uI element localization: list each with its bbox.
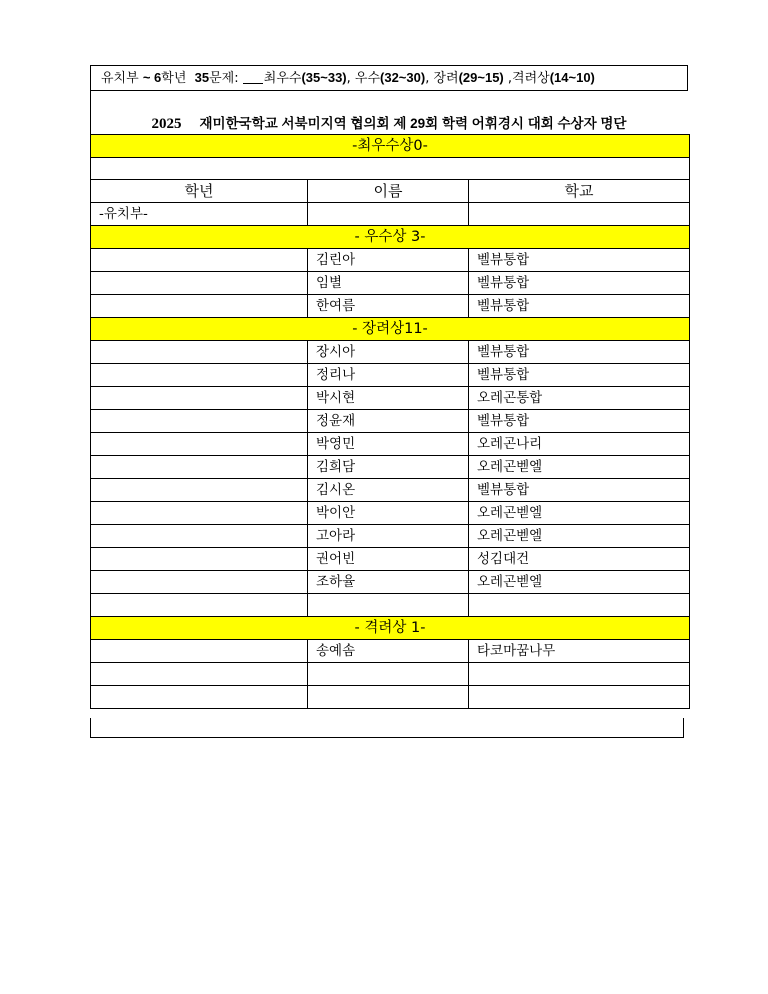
table-row (91, 456, 690, 479)
table-row (91, 686, 690, 709)
school-name: 벨뷰통합 (469, 272, 690, 295)
student-name: 장시아 (308, 341, 469, 364)
table-row (91, 272, 690, 295)
table-row (91, 525, 690, 548)
table-row (91, 364, 690, 387)
grade-cell (91, 272, 308, 295)
school-name: 오레곤벧엘 (469, 525, 690, 548)
school-name: 오레곤벧엘 (469, 502, 690, 525)
school-name: 벨뷰통합 (469, 479, 690, 502)
student-name: 김희담 (308, 456, 469, 479)
student-name: 김린아 (308, 249, 469, 272)
grade-cell (91, 433, 308, 456)
section-cheer: - 격려상 1- (91, 617, 690, 640)
name-cell (308, 686, 469, 709)
footer-row (90, 718, 684, 738)
grade-cell (91, 364, 308, 387)
table-row (91, 249, 690, 272)
name-cell (308, 203, 469, 226)
grade-cell (91, 502, 308, 525)
grade-cell (91, 249, 308, 272)
title-year: 2025 (151, 116, 182, 132)
grade-range-label: 유치부 (101, 71, 139, 86)
grade-group: -유치부- (91, 203, 308, 226)
grade-cell (91, 456, 308, 479)
school-name: 타코마꿈나무 (469, 640, 690, 663)
criteria-box: 유치부 ~ 6학년 35문제: 최우수(35~33), 우수(32~30), 장려(29~15) ,격려상(14~10) (90, 65, 688, 91)
school-name: 오레곤벧엘 (469, 456, 690, 479)
school-name: 벨뷰통합 (469, 249, 690, 272)
problem-count: 35 (194, 70, 210, 85)
table-row (91, 341, 690, 364)
section-header-row (91, 135, 690, 158)
table-row (91, 502, 690, 525)
section-header-row (91, 318, 690, 341)
student-name: 박시현 (308, 387, 469, 410)
grade-cell (91, 295, 308, 318)
student-name: 김시온 (308, 479, 469, 502)
criteria-grand: 최우수(35~33) (263, 70, 347, 86)
grade-cell (91, 571, 308, 594)
section-encouragement: - 장려상11- (91, 318, 690, 341)
school-name: 오레곤나리 (469, 433, 690, 456)
col-name: 이름 (308, 180, 469, 203)
col-school: 학교 (469, 180, 690, 203)
blank-underline (243, 69, 263, 84)
grade-cell (91, 410, 308, 433)
blank-cell (91, 158, 690, 180)
section-excellence: - 우수상 3- (91, 226, 690, 249)
student-name: 임별 (308, 272, 469, 295)
grade-cell (91, 341, 308, 364)
table-row (91, 410, 690, 433)
grade-cell (91, 594, 308, 617)
student-name: 고아라 (308, 525, 469, 548)
school-name: 오레곤통합 (469, 387, 690, 410)
student-name: 조하율 (308, 571, 469, 594)
table-row (91, 479, 690, 502)
grade-range: ~ 6 (142, 70, 162, 85)
student-name: 송예솜 (308, 640, 469, 663)
school-name: 벨뷰통합 (469, 341, 690, 364)
table-row (91, 203, 690, 226)
student-name: 박이안 (308, 502, 469, 525)
student-name: 권어빈 (308, 548, 469, 571)
grade-cell (91, 686, 308, 709)
student-name: 정윤재 (308, 410, 469, 433)
student-name: 정리나 (308, 364, 469, 387)
grade-cell (91, 640, 308, 663)
school-name: 오레곤벧엘 (469, 571, 690, 594)
column-header-row (91, 180, 690, 203)
table-row (91, 571, 690, 594)
school-cell (469, 663, 690, 686)
student-name: 한여름 (308, 295, 469, 318)
school-cell (469, 594, 690, 617)
table-row (91, 640, 690, 663)
awards-table (90, 134, 690, 709)
name-cell (308, 663, 469, 686)
school-name: 벨뷰통합 (469, 410, 690, 433)
problem-label: 문제: (209, 71, 239, 86)
table-row (91, 433, 690, 456)
student-name: 박영민 (308, 433, 469, 456)
table-row (91, 548, 690, 571)
school-name: 벨뷰통합 (469, 364, 690, 387)
criteria-encouragement: 장려(29~15) (433, 70, 504, 86)
title-text: 재미한국학교 서북미지역 협의회 제 29회 학력 어휘경시 대회 수상자 명단 (199, 116, 627, 131)
table-row (91, 594, 690, 617)
table-row (91, 158, 690, 180)
school-name: 성김대건 (469, 548, 690, 571)
table-row (91, 295, 690, 318)
section-header-row (91, 226, 690, 249)
grade-suffix: 학년 (161, 71, 187, 86)
criteria-cheer: 격려상(14~10) (512, 70, 595, 86)
name-cell (308, 594, 469, 617)
school-cell (469, 203, 690, 226)
table-row (91, 387, 690, 410)
grade-cell (91, 479, 308, 502)
page-title (90, 112, 688, 133)
grade-cell (91, 387, 308, 410)
grade-cell (91, 663, 308, 686)
grade-cell (91, 525, 308, 548)
section-header-row (91, 617, 690, 640)
table-row (91, 663, 690, 686)
school-cell (469, 686, 690, 709)
school-name: 벨뷰통합 (469, 295, 690, 318)
col-grade: 학년 (91, 180, 308, 203)
grade-cell (91, 548, 308, 571)
section-grand: -최우수상0- (91, 135, 690, 158)
criteria-excellence: 우수(32~30) (354, 70, 426, 86)
